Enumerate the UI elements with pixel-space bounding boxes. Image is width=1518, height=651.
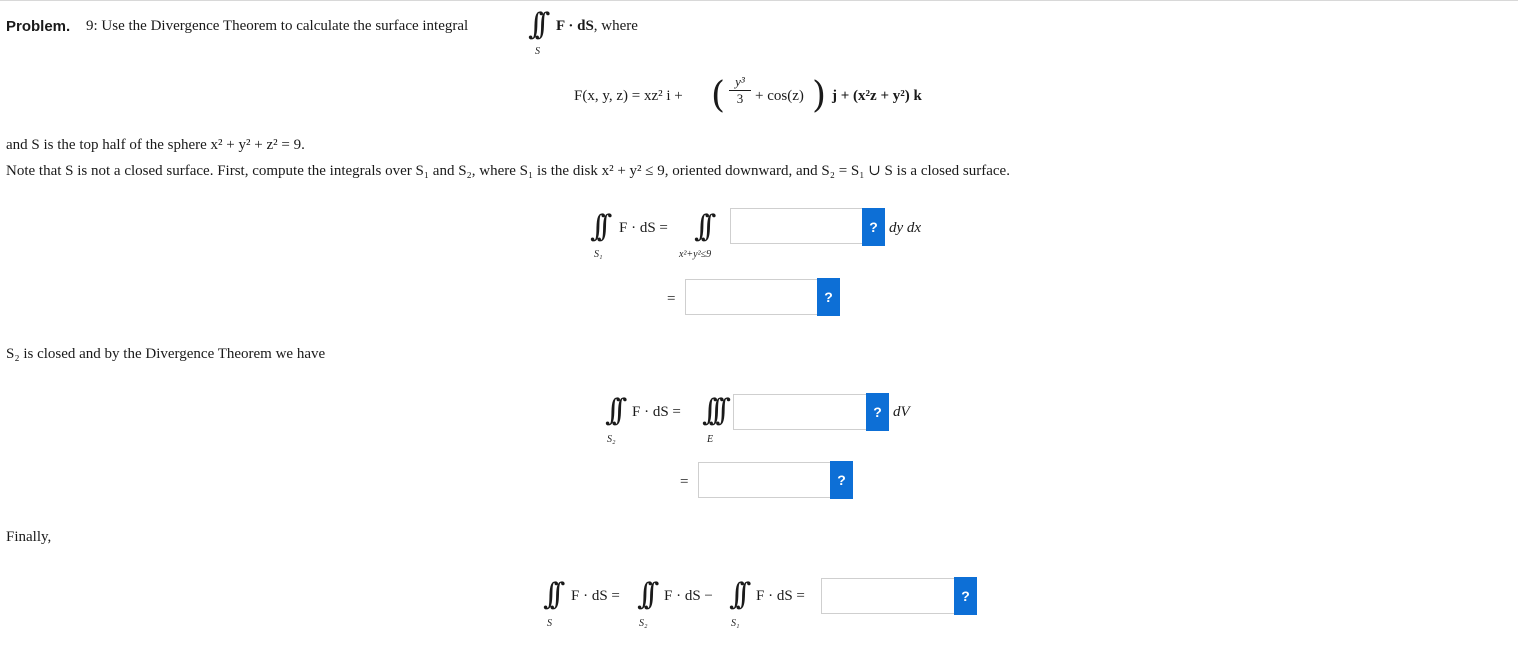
double-integral-icon: ∫∫ [637, 577, 651, 612]
eq3-sub2: S₂ [639, 618, 648, 629]
eq3-sub1: S [547, 618, 552, 629]
double-integral-icon: ∫∫ [590, 209, 604, 244]
value2-input[interactable] [698, 462, 831, 498]
fraction-denominator: 3 [736, 91, 744, 106]
help-button-3[interactable]: ? [866, 393, 889, 431]
field-lhs: F(x, y, z) = xz² i + [574, 88, 683, 104]
help-button-4[interactable]: ? [830, 461, 853, 499]
double-integral-icon: ∫∫ [729, 577, 743, 612]
sphere-line: and S is the top half of the sphere x² + y² + z² = 9. [6, 137, 305, 153]
eq1-equals: = [667, 291, 676, 307]
problem-intro: : Use the Divergence Theorem to calculate the surface integral [93, 18, 469, 34]
eq1-lhs: F · dS = [619, 220, 668, 236]
help-button-2[interactable]: ? [817, 278, 840, 316]
integrand-text: F · dS [556, 18, 594, 34]
triple-integral-icon: ∫∫∫ [702, 393, 722, 428]
left-paren: ( [711, 75, 726, 116]
integrand1-input[interactable] [730, 208, 863, 244]
help-button-1[interactable]: ? [862, 208, 885, 246]
note-line: Note that S is not a closed surface. First, compute the integrals over S₁ and S₂, where S₁ is the disk x² + y² ≤ 9, oriented downward, and S₂ = S₁ ∪ S is a closed surface. [6, 163, 1010, 179]
eq1-suffix: dy dx [889, 220, 922, 236]
integrand-tail: , where [593, 18, 638, 34]
fraction [729, 74, 751, 107]
eq1-lhs-sub: S₁ [594, 249, 603, 260]
value1-input[interactable] [685, 279, 818, 315]
double-integral-icon: ∫∫ [605, 393, 619, 428]
double-integral-icon: ∫∫ [543, 577, 557, 612]
integrand2-input[interactable] [733, 394, 867, 430]
problem-number [86, 18, 468, 35]
top-divider [0, 0, 1518, 1]
eq2-suffix: dV [893, 404, 910, 420]
problem-number-value: 9 [86, 18, 94, 34]
problem-label: Problem. [6, 18, 71, 35]
closed-line: S₂ is closed and by the Divergence Theorem we have [6, 346, 326, 362]
double-integral-icon: ∫∫ [694, 209, 708, 244]
eq2-equals: = [680, 474, 689, 490]
final-input[interactable] [821, 578, 955, 614]
eq3-term2: F · dS − [664, 588, 713, 604]
eq2-rhs-sub: E [707, 434, 714, 445]
field-rest: j + (x²z + y²) k [832, 88, 922, 104]
int-sub-s: S [535, 46, 540, 57]
eq3-term3: F · dS = [756, 588, 805, 604]
double-integral-icon: ∫∫ [528, 7, 542, 42]
eq2-lhs: F · dS = [632, 404, 681, 420]
problem-integrand [556, 18, 638, 35]
right-paren: ) [812, 75, 827, 116]
eq3-term1: F · dS = [571, 588, 620, 604]
eq1-rhs-sub: x²+y²≤9 [679, 249, 712, 260]
cos-term: + cos(z) [755, 88, 804, 104]
finally-label: Finally, [6, 529, 52, 545]
eq3-sub3: S₁ [731, 618, 740, 629]
fraction-numerator: y³ [735, 74, 745, 89]
help-button-5[interactable]: ? [954, 577, 977, 615]
eq2-lhs-sub: S₂ [607, 434, 616, 445]
